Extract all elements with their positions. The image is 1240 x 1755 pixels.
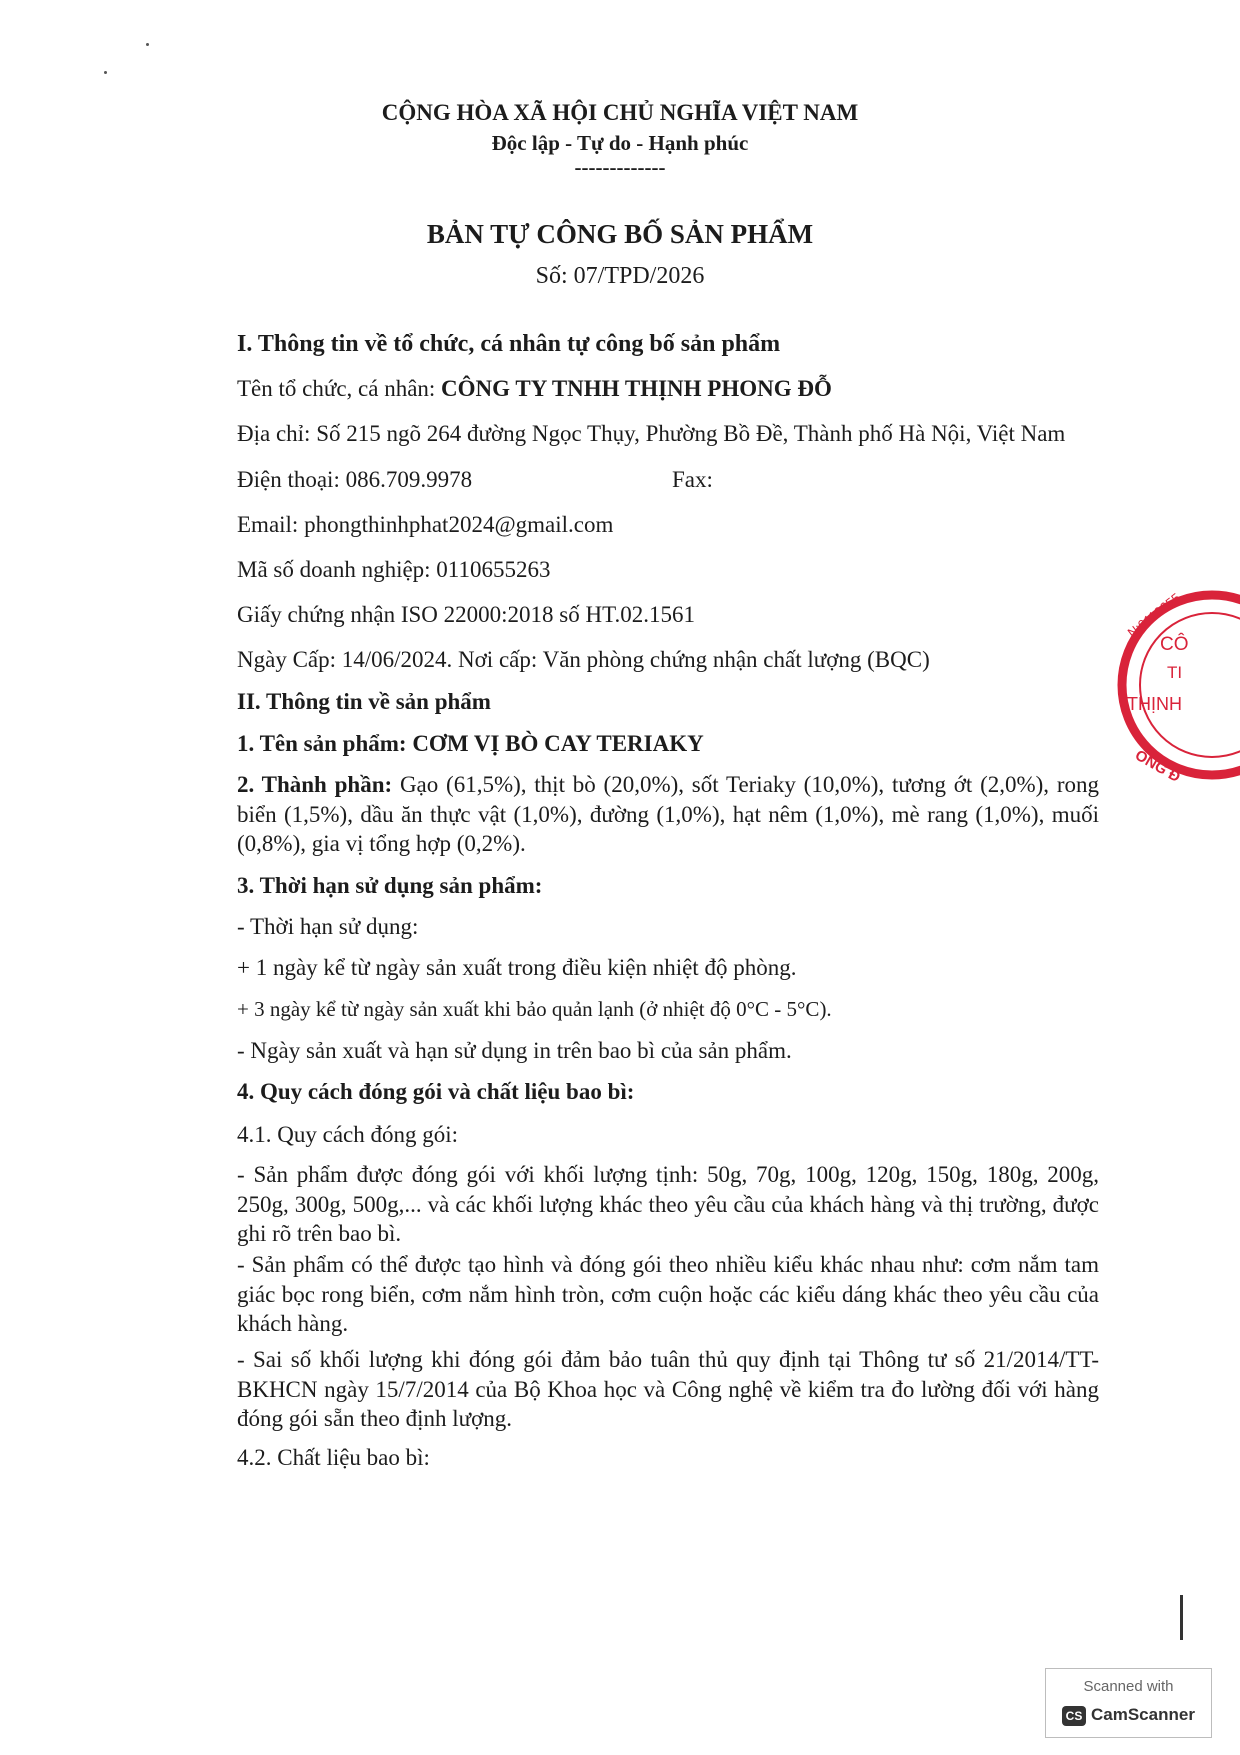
phone: Điện thoại: 086.709.9978 [237,467,473,492]
country-header: CỘNG HÒA XÃ HỘI CHỦ NGHĨA VIỆT NAM [381,100,859,125]
packaging-weights: - Sản phẩm được đóng gói với khối lượng tịnh: 50g, 70g, 100g, 120g, 150g, 180g, 200g, 250g, 300g, 500g,... và các khối lượng khác theo yêu cầu của khách hàng và thị trường, được ghi rõ trên bao bì. [237,1162,1099,1246]
seal-text-3: THỊNH [1127,694,1182,714]
seal-code: N:0110655 [1124,589,1184,641]
tax-code: Mã số doanh nghiệp: 0110655263 [237,557,551,582]
seal-text-2: TI [1167,663,1183,682]
packaging-tolerance: - Sai số khối lượng khi đóng gói đảm bảo tuân thủ quy định tại Thông tư số 21/2014/TT-BKHCN ngày 15/7/2014 của Bộ Khoa học và Công nghệ về kiểm tra đo lường đối với hàng đóng gói sẵn theo định lượng. [237,1347,1099,1431]
section1-heading: I. Thông tin về tổ chức, cá nhân tự công bố sản phẩm [237,331,781,357]
org-name-row [237,376,832,402]
motto: Độc lập - Tự do - Hạnh phúc [491,131,749,155]
iso-certificate: Giấy chứng nhận ISO 22000:2018 số HT.02.1561 [237,602,695,627]
packaging-material-heading: 4.2. Chất liệu bao bì: [237,1445,430,1470]
org-label: Tên tổ chức, cá nhân: [237,376,442,401]
seal-graphic [1112,580,1240,790]
packaging-shapes: - Sản phẩm có thể được tạo hình và đóng gói theo nhiều kiểu khác nhau như: cơm nắm tam giác bọc rong biển, cơm nắm hình tròn, cơm cuộn hoặc các kiểu dáng khác theo yêu cầu của khách hàng. [237,1252,1099,1336]
shelf-life-room: + 1 ngày kể từ ngày sản xuất trong điều kiện nhiệt độ phòng. [237,955,797,980]
document-title: BẢN TỰ CÔNG BỐ SẢN PHẨM [426,219,814,249]
watermark-caption: Scanned with [1083,1678,1174,1695]
ingredients-text: Gạo (61,5%), thịt bò (20,0%), sốt Teriaky (10,0%), tương ớt (2,0%), rong biển (1,5%), dầu ăn thực vật (1,0%), đường (1,0%), hạt nêm (1,0%), mè rang (1,0%), muối (0,8%), gia vị tổng hợp (0,2%). [237,772,1099,856]
shelf-life-cold: + 3 ngày kể từ ngày sản xuất khi bảo quản lạnh (ở nhiệt độ 0°C - 5°C). [237,997,832,1021]
camscanner-logo-icon: CS [1062,1706,1086,1726]
address: Địa chỉ: Số 215 ngõ 264 đường Ngọc Thụy, Phường Bồ Đề, Thành phố Hà Nội, Việt Nam [237,421,1066,446]
org-name: CÔNG TY TNHH THỊNH PHONG ĐỖ [441,376,832,401]
camscanner-watermark [1045,1668,1212,1738]
issue-info: Ngày Cấp: 14/06/2024. Nơi cấp: Văn phòng chứng nhận chất lượng (BQC) [237,647,930,672]
seal-text-1: CÔ [1160,634,1189,655]
scan-speck [104,71,107,74]
packaging-heading: 4. Quy cách đóng gói và chất liệu bao bì: [237,1079,635,1104]
shelf-life-heading: 3. Thời hạn sử dụng sản phẩm: [237,873,543,898]
product-name: 1. Tên sản phẩm: CƠM VỊ BÒ CAY TERIAKY [237,731,704,756]
company-seal [1112,580,1240,790]
document-number: Số: 07/TPD/2026 [535,263,705,289]
shelf-life-label: - Thời hạn sử dụng: [237,914,419,939]
watermark-brand: CamScanner [1091,1705,1195,1724]
ingredients-label: 2. Thành phần: [237,772,393,797]
scan-edge-mark [1180,1595,1183,1640]
section2-heading: II. Thông tin về sản phẩm [237,689,491,714]
header-divider: ------------- [574,155,666,179]
packaging-spec-heading: 4.1. Quy cách đóng gói: [237,1122,459,1147]
ingredients [237,770,1099,859]
scan-speck [146,43,149,46]
email: Email: phongthinhphat2024@gmail.com [237,512,614,537]
shelf-life-print: - Ngày sản xuất và hạn sử dụng in trên bao bì của sản phẩm. [237,1038,792,1063]
seal-text-4: ONG Đ [1132,746,1184,787]
fax: Fax: [672,467,713,492]
